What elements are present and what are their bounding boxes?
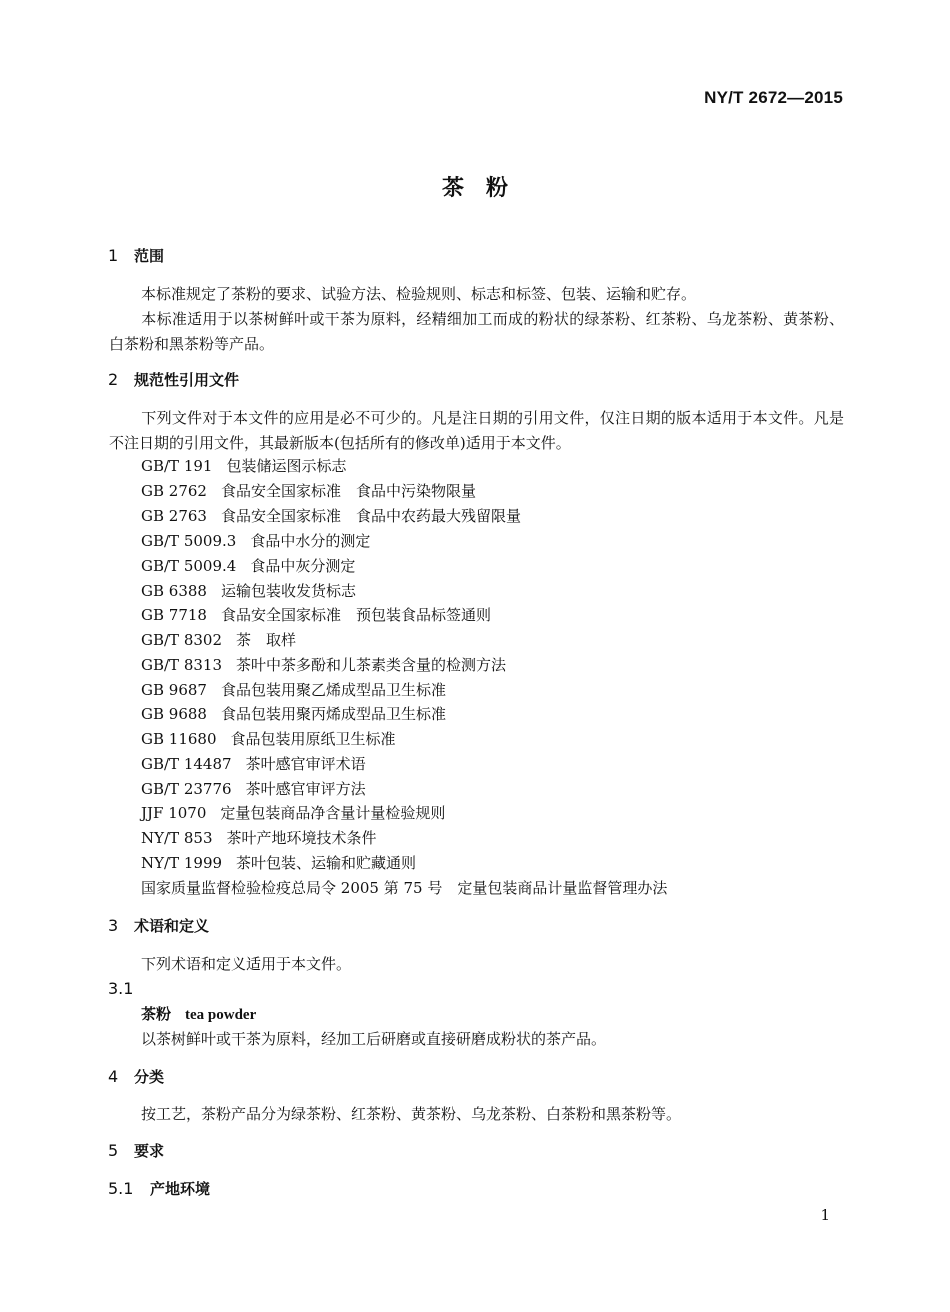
section-3-heading <box>108 915 209 937</box>
section-title: 产地环境 <box>150 1180 211 1198</box>
section-2-heading <box>108 369 239 391</box>
reference-item: GB 9688 食品包装用聚丙烯成型品卫生标准 <box>141 705 446 723</box>
document-title: 茶 粉 <box>441 176 508 201</box>
section-4-heading <box>108 1066 164 1088</box>
section-title: 范围 <box>134 247 165 265</box>
reference-item: GB/T 14487 茶叶感官审评术语 <box>141 755 366 773</box>
subsection-3-1-heading <box>108 978 150 1000</box>
section-title: 分类 <box>134 1068 165 1086</box>
reference-item: GB 9687 食品包装用聚乙烯成型品卫生标准 <box>141 681 446 699</box>
reference-item: JJF 1070 定量包装商品净含量计量检验规则 <box>141 804 446 822</box>
section-number: 1 <box>108 246 119 265</box>
terms-intro: 下列术语和定义适用于本文件。 <box>141 955 352 973</box>
section-number: 4 <box>108 1067 119 1086</box>
scope-paragraph-1: 本标准规定了茶粉的要求、试验方法、检验规则、标志和标签、包装、运输和贮存。 <box>141 285 697 303</box>
reference-item: GB/T 8313 茶叶中茶多酚和儿茶素类含量的检测方法 <box>141 656 507 674</box>
term-chinese: 茶粉 <box>141 1005 172 1023</box>
reference-item: GB 2763 食品安全国家标准 食品中农药最大残留限量 <box>141 507 521 525</box>
term-name <box>141 1003 256 1026</box>
reference-item: GB 11680 食品包装用原纸卫生标准 <box>141 730 396 748</box>
section-number: 2 <box>108 370 119 389</box>
scope-paragraph-2: 本标准适用于以茶树鲜叶或干茶为原料，经精细加工而成的粉状的绿茶粉、红茶粉、乌龙茶粉、黄茶粉、白茶粉和黑茶粉等产品。 <box>109 310 844 353</box>
section-5-heading <box>108 1140 164 1162</box>
subsection-5-1-heading <box>108 1178 210 1200</box>
reference-item: GB 2762 食品安全国家标准 食品中污染物限量 <box>141 482 476 500</box>
term-english: tea powder <box>185 1007 257 1023</box>
section-number: 5.1 <box>108 1179 134 1198</box>
reference-item: NY/T 853 茶叶产地环境技术条件 <box>141 829 377 847</box>
section-title: 要求 <box>134 1142 165 1160</box>
normative-intro: 下列文件对于本文件的应用是必不可少的。凡是注日期的引用文件，仅注日期的版本适用于本文件。凡是不注日期的引用文件，其最新版本(包括所有的修改单)适用于本文件。 <box>109 409 844 452</box>
reference-item: NY/T 1999 茶叶包装、运输和贮藏通则 <box>141 854 417 872</box>
page-number: 1 <box>820 1206 830 1224</box>
term-definition: 以茶树鲜叶或干茶为原料，经加工后研磨或直接研磨成粉状的茶产品。 <box>141 1030 607 1048</box>
classification-text: 按工艺，茶粉产品分为绿茶粉、红茶粉、黄茶粉、乌龙茶粉、白茶粉和黑茶粉等。 <box>141 1105 682 1123</box>
reference-item: GB/T 5009.3 食品中水分的测定 <box>141 532 371 550</box>
section-title: 规范性引用文件 <box>134 371 240 389</box>
section-number: 3 <box>108 916 119 935</box>
section-number: 3.1 <box>108 979 134 998</box>
reference-item: GB 6388 运输包装收发货标志 <box>141 582 356 600</box>
section-1-heading <box>108 245 164 267</box>
section-number: 5 <box>108 1141 119 1160</box>
reference-item: GB/T 5009.4 食品中灰分测定 <box>141 557 356 575</box>
reference-decree: 国家质量监督检验检疫总局令 2005 第 75 号 定量包装商品计量监督管理办法 <box>141 879 668 897</box>
standard-code: NY/T 2672—2015 <box>704 88 843 107</box>
reference-item: GB/T 8302 茶 取样 <box>141 631 297 649</box>
reference-item: GB 7718 食品安全国家标准 预包装食品标签通则 <box>141 606 491 624</box>
section-title: 术语和定义 <box>134 917 210 935</box>
reference-item: GB/T 23776 茶叶感官审评方法 <box>141 780 366 798</box>
reference-item: GB/T 191 包装储运图示标志 <box>141 457 347 475</box>
